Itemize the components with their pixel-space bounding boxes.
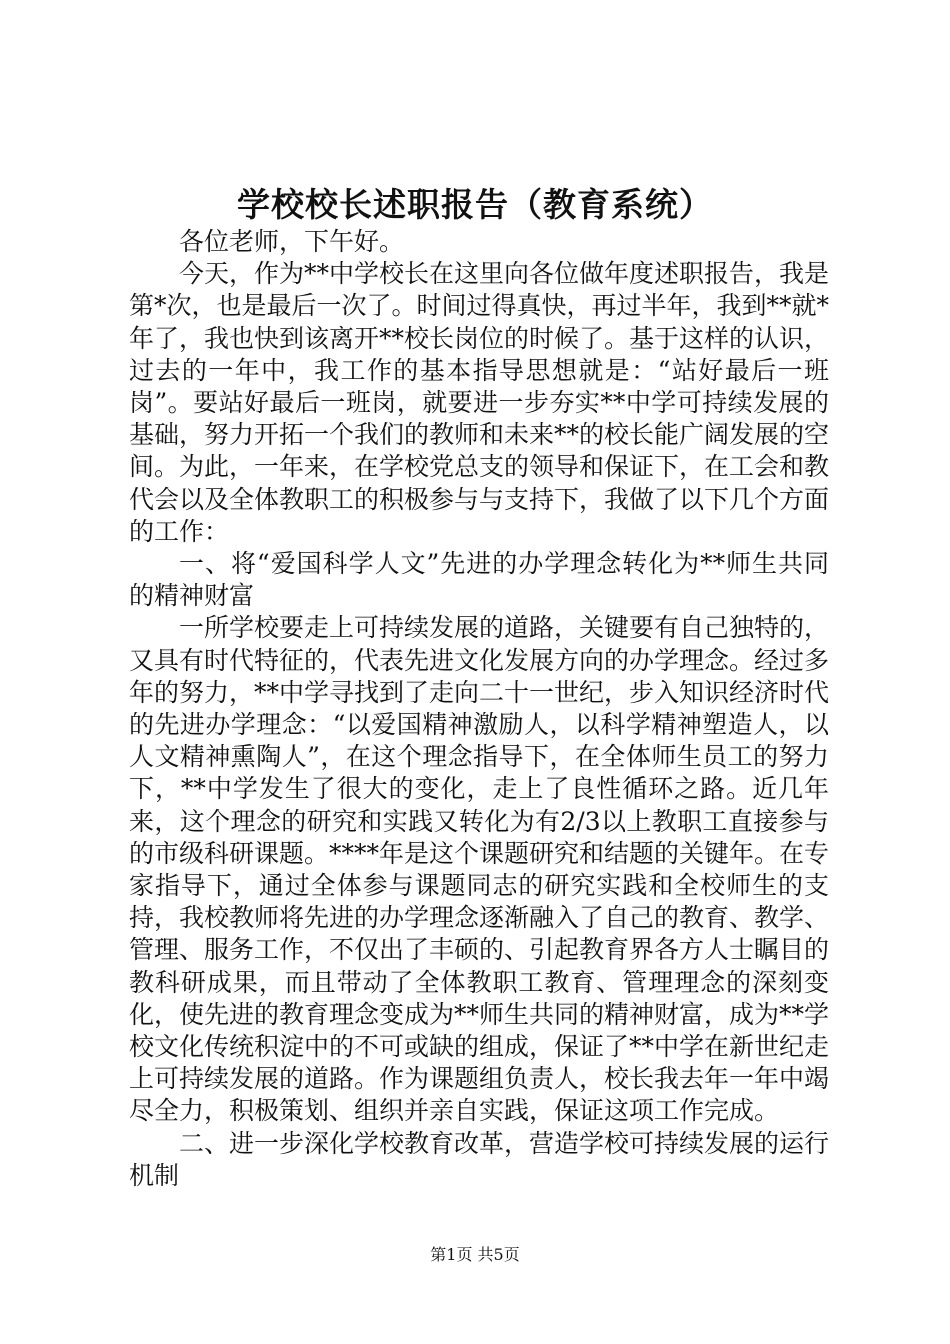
- body-paragraph: 一所学校要走上可持续发展的道路，关键要有自己独特的，又具有时代特征的，代表先进文化发展方向的办学理念。经过多年的努力，**中学寻找到了走向二十一世纪，步入知识经济时代的先进办学理念：“以爱国精神激励人，以科学精神塑造人，以人文精神熏陶人”，在这个理念指导下，在全体师生员工的努力下，**中学发生了很大的变化，走上了良性循环之路。近几年来，这个理念的研究和实践又转化为有2/3以上教职工直接参与的市级科研课题。****年是这个课题研究和结题的关键年。在专家指导下，通过全体参与课题同志的研究实践和全校师生的支持，我校教师将先进的办学理念逐渐融入了自己的教育、教学、管理、服务工作，不仅出了丰硕的、引起教育界各方人士瞩目的教科研成果，而且带动了全体教职工教育、管理理念的深刻变化，使先进的教育理念变成为**师生共同的精神财富，成为**学校文化传统积淀中的不可或缺的组成，保证了**中学在新世纪走上可持续发展的道路。作为课题组负责人，校长我去年一年中竭尽全力，积极策划、组织并亲自实践，保证这项工作完成。: [129, 613, 830, 1126]
- section-heading-2: 二、进一步深化学校教育改革，营造学校可持续发展的运行机制: [129, 1128, 830, 1190]
- section-heading-1: 一、将“爱国科学人文”先进的办学理念转化为**师生共同的精神财富: [129, 549, 829, 611]
- document-title: 学校校长述职报告（教育系统）: [237, 185, 713, 224]
- document-body: [129, 226, 829, 1192]
- greeting-paragraph: 各位老师，下午好。: [179, 227, 405, 256]
- page-number-footer: 第1页 共5页: [430, 1245, 520, 1264]
- body-paragraph: 今天，作为**中学校长在这里向各位做年度述职报告，我是第*次，也是最后一次了。时间过得真快，再过半年，我到**就*年了，我也快到该离开**校长岗位的时候了。基于这样的认识，过去的一年中，我工作的基本指导思想就是：“站好最后一班岗”。要站好最后一班岗，就要进一步夯实**中学可持续发展的基础，努力开拓一个我们的教师和未来**的校长能广阔发展的空间。为此，一年来，在学校党总支的领导和保证下，在工会和教代会以及全体教职工的积极参与与支持下，我做了以下几个方面的工作：: [129, 259, 830, 546]
